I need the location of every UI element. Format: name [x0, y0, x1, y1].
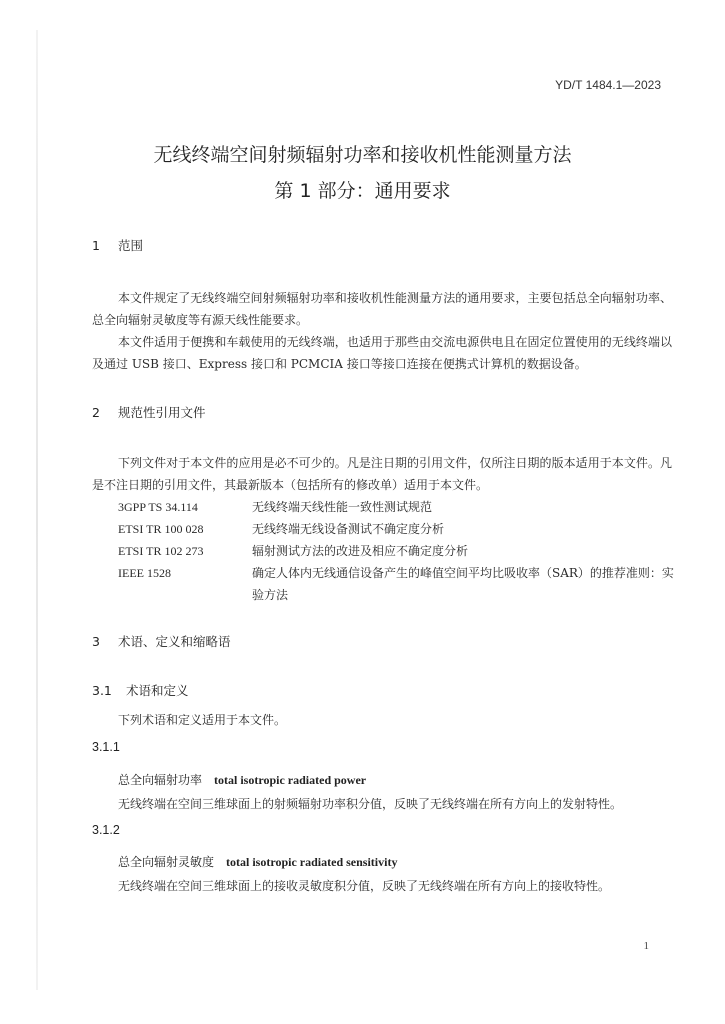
reference-title: 无线终端无线设备测试不确定度分析	[252, 522, 445, 536]
term-en: total isotropic radiated power	[214, 773, 367, 787]
term-en: total isotropic radiated sensitivity	[226, 855, 398, 869]
reference-item	[118, 540, 678, 562]
reference-list	[118, 496, 678, 606]
section-number: 2	[92, 405, 100, 420]
reference-title: 辐射测试方法的改进及相应不确定度分析	[252, 544, 469, 558]
reference-code: IEEE 1528	[118, 566, 171, 580]
reference-title: 确定人体内无线通信设备产生的峰值空间平均比吸收率（SAR）的推荐准则：实验方法	[252, 566, 674, 602]
section-1-paragraph-2: 本文件适用于便携和车载使用的无线终端，也适用于那些由交流电源供电且在固定位置使用的无线终端以及通过 USB 接口、Express 接口和 PCMCIA 接口等接口连接在便携式计算机的数据设备。	[92, 335, 672, 371]
document-title: 无线终端空间射频辐射功率和接收机性能测量方法	[153, 144, 572, 166]
subsection-number: 3.1	[92, 683, 112, 698]
term-entry	[118, 771, 366, 788]
reference-code: 3GPP TS 34.114	[118, 500, 198, 514]
section-number: 3	[92, 634, 100, 649]
section-1-heading	[92, 236, 143, 254]
term-zh: 总全向辐射功率	[118, 773, 203, 787]
reference-code: ETSI TR 102 273	[118, 544, 204, 558]
reference-item	[118, 496, 678, 518]
section-1-paragraph-1: 本文件规定了无线终端空间射频辐射功率和接收机性能测量方法的通用要求，主要包括总全向辐射功率、总全向辐射灵敏度等有源天线性能要求。	[92, 291, 672, 327]
term-number: 3.1.1	[92, 740, 120, 754]
section-title: 术语、定义和缩略语	[117, 634, 231, 649]
page-number: 1	[643, 940, 649, 952]
section-2-intro: 下列文件对于本文件的应用是必不可少的。凡是注日期的引用文件，仅所注日期的版本适用于本文件。凡是不注日期的引用文件，其最新版本（包括所有的修改单）适用于本文件。	[92, 456, 672, 492]
term-definition: 无线终端在空间三维球面上的射频辐射功率积分值，反映了无线终端在所有方向上的发射特性。	[118, 797, 623, 811]
term-zh: 总全向辐射灵敏度	[118, 855, 215, 869]
reference-item	[118, 562, 678, 606]
section-title: 范围	[117, 238, 143, 253]
reference-item	[118, 518, 678, 540]
reference-title: 无线终端天线性能一致性测试规范	[252, 500, 433, 514]
term-definition: 无线终端在空间三维球面上的接收灵敏度积分值，反映了无线终端在所有方向上的接收特性。	[118, 879, 611, 893]
subsection-3-1-intro: 下列术语和定义适用于本文件。	[118, 713, 287, 727]
document-part-title: 第 1 部分：通用要求	[274, 180, 451, 202]
standard-code: YD/T 1484.1—2023	[555, 78, 661, 92]
section-3-heading	[92, 632, 231, 650]
subsection-3-1-heading	[92, 681, 189, 699]
section-number: 1	[92, 238, 100, 253]
reference-code: ETSI TR 100 028	[118, 522, 204, 536]
subsection-title: 术语和定义	[125, 683, 189, 698]
page-scan-edge	[36, 30, 38, 990]
term-entry	[118, 853, 397, 870]
term-number: 3.1.2	[92, 823, 120, 837]
section-title: 规范性引用文件	[117, 405, 206, 420]
section-2-heading	[92, 403, 206, 421]
